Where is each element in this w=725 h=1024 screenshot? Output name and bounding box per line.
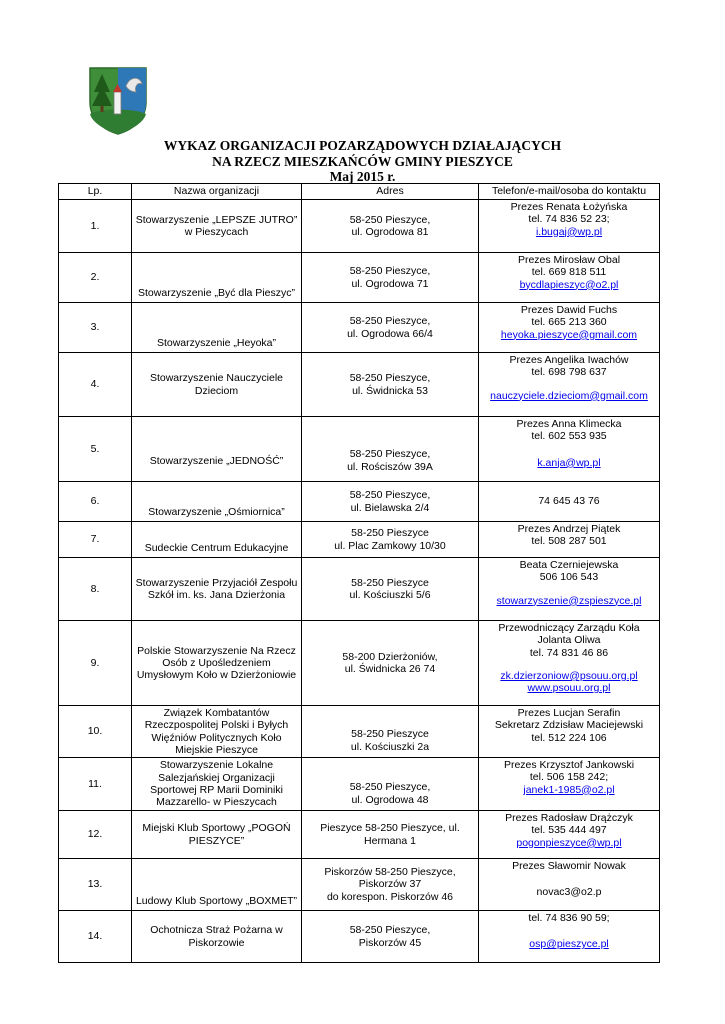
email-link[interactable]: k.anja@wp.pl (537, 456, 601, 469)
organization-contact: Prezes Renata Łożyńska tel. 74 836 52 23; i.bugaj@wp.pl (479, 200, 660, 253)
email-link[interactable]: janek1-1985@o2.pl (523, 783, 615, 796)
table-row (59, 706, 660, 758)
organization-name: Stowarzyszenie Przyjaciół Zespołu Szkół im. ks. Jana Dzierżonia (132, 558, 302, 621)
email-link[interactable]: i.bugaj@wp.pl (535, 225, 603, 238)
organization-address: 58-250 Pieszyce ul. Plac Zamkowy 10/30 (302, 522, 479, 558)
row-number: 6. (59, 482, 132, 522)
organization-address: 58-250 Pieszyce ul. Kościuszki 5/6 (302, 558, 479, 621)
coat-of-arms-logo (86, 64, 150, 136)
organization-contact: 74 645 43 76 (479, 482, 660, 522)
organization-contact: Prezes Krzysztof Jankowski tel. 506 158 242; janek1-1985@o2.pl (479, 758, 660, 811)
table-row (59, 303, 660, 353)
row-number: 5. (59, 417, 132, 482)
organization-contact: Prezes Radosław Drążczyk tel. 535 444 497 pogonpieszyce@wp.pl (479, 811, 660, 859)
email-link[interactable]: heyoka.pieszyce@gmail.com (500, 328, 638, 341)
header-name: Nazwa organizacji (132, 184, 302, 200)
organization-contact: Prezes Mirosław Obal tel. 669 818 511 bycdlapieszyc@o2.pl (479, 253, 660, 303)
organization-name: Stowarzyszenie „JEDNOŚĆ” (132, 417, 302, 482)
row-number: 11. (59, 758, 132, 811)
organization-contact: tel. 74 836 90 59; osp@pieszyce.pl (479, 911, 660, 963)
email-link[interactable]: bycdlapieszyc@o2.pl (519, 278, 619, 291)
organization-address: 58-250 Pieszyce, ul. Ogrodowa 81 (302, 200, 479, 253)
header-address: Adres (302, 184, 479, 200)
table-row (59, 200, 660, 253)
organization-contact: Beata Czerniejewska 506 106 543 stowarzyszenie@zspieszyce.pl (479, 558, 660, 621)
organization-address: Piskorzów 58-250 Pieszyce, Piskorzów 37 do korespon. Piskorzów 46 (302, 859, 479, 911)
organization-contact: Prezes Anna Klimecka tel. 602 553 935 k.anja@wp.pl (479, 417, 660, 482)
email-link[interactable]: stowarzyszenie@zspieszyce.pl (496, 594, 642, 607)
organization-address: 58-250 Pieszyce, ul. Ogrodowa 48 (302, 758, 479, 811)
organization-contact: Prezes Lucjan Serafin Sekretarz Zdzisław Maciejewski tel. 512 224 106 (479, 706, 660, 758)
organization-contact: Prezes Angelika Iwachów tel. 698 798 637 nauczyciele.dzieciom@gmail.com (479, 353, 660, 417)
email-link[interactable]: osp@pieszyce.pl (529, 938, 609, 951)
header-contact: Telefon/e-mail/osoba do kontaktu (479, 184, 660, 200)
table-row (59, 522, 660, 558)
organization-name: Związek Kombatantów Rzeczpospolitej Polski i Byłych Więźniów Politycznych Koło Miejskie Pieszyce (132, 706, 302, 758)
table-row (59, 417, 660, 482)
organization-address: 58-250 Pieszyce, ul. Bielawska 2/4 (302, 482, 479, 522)
organization-contact: Prezes Andrzej Piątek tel. 508 287 501 (479, 522, 660, 558)
organization-name: Stowarzyszenie „LEPSZE JUTRO” w Pieszycach (132, 200, 302, 253)
organization-name: Stowarzyszenie „Być dla Pieszyc” (132, 253, 302, 303)
organization-address: 58-250 Pieszyce, ul. Świdnicka 53 (302, 353, 479, 417)
row-number: 10. (59, 706, 132, 758)
row-number: 7. (59, 522, 132, 558)
row-number: 9. (59, 621, 132, 706)
table-row (59, 558, 660, 621)
row-number: 14. (59, 911, 132, 963)
row-number: 2. (59, 253, 132, 303)
row-number: 4. (59, 353, 132, 417)
organization-contact: Prezes Dawid Fuchs tel. 665 213 360 heyoka.pieszyce@gmail.com (479, 303, 660, 353)
email-link[interactable]: zk.dzierzoniow@psouu.org.pl (500, 669, 638, 682)
organization-name: Stowarzyszenie „Ośmiornica” (132, 482, 302, 522)
row-number: 1. (59, 200, 132, 253)
organization-name: Ludowy Klub Sportowy „BOXMET” (132, 859, 302, 911)
document-title-line-1: WYKAZ ORGANIZACJI POZARZĄDOWYCH DZIAŁAJĄCYCH (163, 138, 562, 153)
organization-address: 58-250 Pieszyce ul. Kościuszki 2a (302, 706, 479, 758)
row-number: 3. (59, 303, 132, 353)
organization-name: Sudeckie Centrum Edukacyjne (132, 522, 302, 558)
organization-address: 58-250 Pieszyce, ul. Ogrodowa 66/4 (302, 303, 479, 353)
organization-name: Miejski Klub Sportowy „POGOŃ PIESZYCE” (132, 811, 302, 859)
organization-name: Stowarzyszenie Nauczyciele Dzieciom (132, 353, 302, 417)
organization-name: Polskie Stowarzyszenie Na Rzecz Osób z Upośledzeniem Umysłowym Koło w Dzierżoniowie (132, 621, 302, 706)
organization-address: 58-200 Dzierżoniów, ul. Świdnicka 26 74 (302, 621, 479, 706)
organization-address: 58-250 Pieszyce, ul. Rościszów 39A (302, 417, 479, 482)
document-date: Maj 2015 r. (329, 169, 396, 184)
organization-address: 58-250 Pieszyce, Piskorzów 45 (302, 911, 479, 963)
email-link[interactable]: pogonpieszyce@wp.pl (516, 836, 622, 849)
table-row (59, 253, 660, 303)
table-row (59, 758, 660, 811)
table-row (59, 621, 660, 706)
table-row (59, 859, 660, 911)
table-row (59, 911, 660, 963)
table-row (59, 482, 660, 522)
organization-address: Pieszyce 58-250 Pieszyce, ul. Hermana 1 (302, 811, 479, 859)
organization-name: Stowarzyszenie „Heyoka” (132, 303, 302, 353)
header-lp: Lp. (59, 184, 132, 200)
organization-address: 58-250 Pieszyce, ul. Ogrodowa 71 (302, 253, 479, 303)
website-link[interactable]: www.psouu.org.pl (527, 682, 611, 695)
table-header-row (59, 184, 660, 200)
table-row (59, 353, 660, 417)
row-number: 8. (59, 558, 132, 621)
table-row (59, 811, 660, 859)
organizations-table (58, 183, 660, 963)
organization-name: Stowarzyszenie Lokalne Salezjańskiej Organizacji Sportowej RP Marii Dominiki Mazzarello- w Pieszycach (132, 758, 302, 811)
organization-contact: Prezes Sławomir Nowak novac3@o2.p (479, 859, 660, 911)
organization-contact: Przewodniczący Zarządu Koła Jolanta Oliwa tel. 74 831 46 86 zk.dzierzoniow@psouu.org.pl www.psouu.org.pl (479, 621, 660, 706)
row-number: 13. (59, 859, 132, 911)
document-title-line-2: NA RZECZ MIESZKAŃCÓW GMINY PIESZYCE (212, 154, 513, 169)
row-number: 12. (59, 811, 132, 859)
email-link[interactable]: nauczyciele.dzieciom@gmail.com (490, 389, 648, 402)
organization-name: Ochotnicza Straż Pożarna w Piskorzowie (132, 911, 302, 963)
